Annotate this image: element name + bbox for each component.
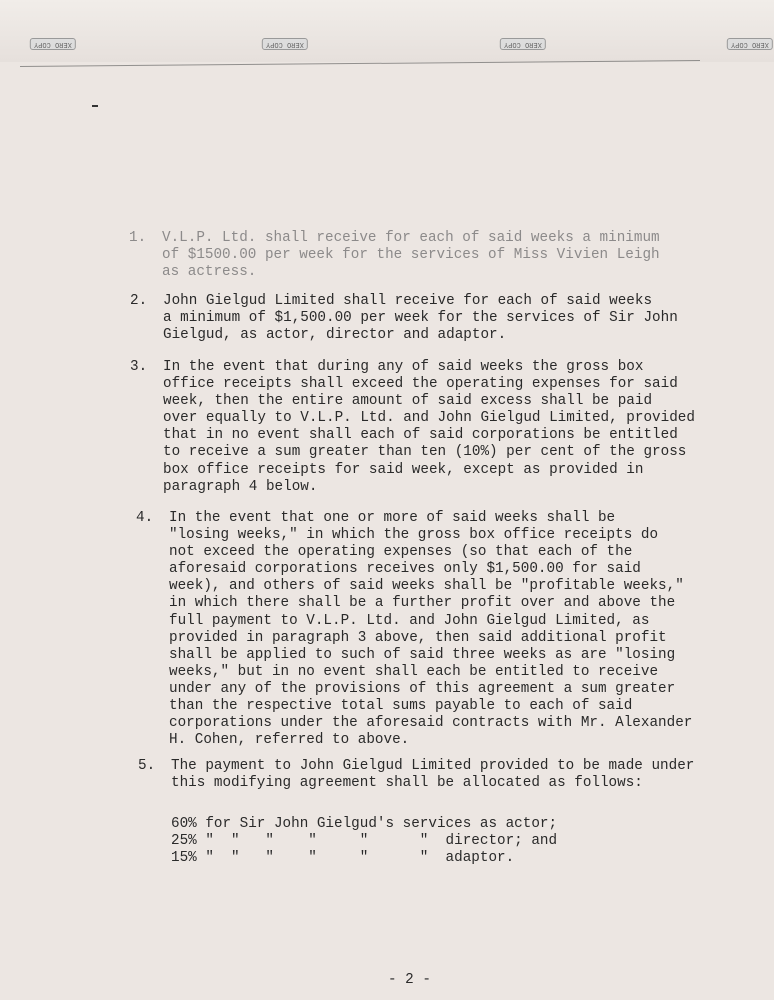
- text-line: John Gielgud Limited shall receive for each of said weeks: [163, 293, 653, 309]
- text-line: to receive a sum greater than ten (10%) per cent of the gross: [163, 444, 687, 461]
- text-line: corporations under the aforesaid contracts with Mr. Alexander: [169, 715, 693, 732]
- paragraph-text: [163, 359, 695, 496]
- paragraph-text: [162, 230, 660, 281]
- paragraph-number: 1.: [129, 230, 147, 246]
- text-line: that in no event shall each of said corporations be entitled: [163, 427, 678, 444]
- text-line: a minimum of $1,500.00 per week for the services of Sir John: [163, 310, 678, 327]
- paragraph-number: 5.: [138, 758, 156, 774]
- text-line: as actress.: [162, 264, 257, 281]
- text-line: not exceed the operating expenses (so that each of the: [169, 544, 633, 561]
- text-line: aforesaid corporations receives only $1,500.00 for said: [169, 561, 641, 578]
- text-line: Gielgud, as actor, director and adaptor.: [163, 327, 507, 344]
- text-line: weeks," but in no event shall each be entitled to receive: [169, 663, 659, 680]
- xero-stamp: XERO COPY: [30, 38, 76, 50]
- text-line: "losing weeks," in which the gross box office receipts do: [169, 527, 659, 544]
- text-line: The payment to John Gielgud Limited provided to be made under: [171, 758, 695, 774]
- text-line: this modifying agreement shall be allocated as follows:: [171, 775, 643, 792]
- text-line: week, then the entire amount of said excess shall be paid: [163, 393, 653, 410]
- text-line: office receipts shall exceed the operating expenses for said: [163, 376, 678, 393]
- text-line: 60% for Sir John Gielgud's services as actor;: [171, 816, 558, 833]
- xero-stamp: XERO COPY: [262, 38, 308, 50]
- text-line: than the respective total sums payable to each of said: [169, 698, 633, 715]
- paragraph-text: [171, 758, 694, 867]
- text-line: week), and others of said weeks shall be "profitable weeks,": [169, 578, 684, 595]
- text-line: V.L.P. Ltd. shall receive for each of said weeks a minimum: [162, 230, 660, 246]
- paragraph-number: 2.: [130, 293, 148, 309]
- text-line: of $1500.00 per week for the services of Miss Vivien Leigh: [162, 247, 660, 264]
- scan-header-band: [0, 0, 774, 62]
- text-line: under any of the provisions of this agreement a sum greater: [169, 680, 676, 697]
- xero-stamp: XERO COPY: [500, 38, 546, 50]
- text-line: H. Cohen, referred to above.: [169, 732, 410, 749]
- stray-mark: [92, 105, 98, 107]
- text-line: provided in paragraph 3 above, then said additional profit: [169, 629, 667, 646]
- text-line: over equally to V.L.P. Ltd. and John Gielgud Limited, provided: [163, 410, 695, 427]
- text-line: In the event that one or more of said weeks shall be: [169, 510, 616, 526]
- text-line: full payment to V.L.P. Ltd. and John Gielgud Limited, as: [169, 612, 650, 629]
- text-line: [171, 792, 694, 816]
- paragraph-number: 4.: [136, 510, 154, 526]
- page-number: - 2 -: [388, 972, 431, 988]
- text-line: in which there shall be a further profit over and above the: [169, 595, 676, 612]
- text-line: In the event that during any of said weeks the gross box: [163, 359, 644, 375]
- text-line: box office receipts for said week, except as provided in: [163, 461, 644, 478]
- text-line: shall be applied to such of said three weeks as are "losing: [169, 646, 676, 663]
- paragraph-number: 3.: [130, 359, 148, 375]
- xero-stamp: XERO COPY: [727, 38, 773, 50]
- text-line: 15% " " " " " " adaptor.: [171, 850, 515, 867]
- text-line: 25% " " " " " " director; and: [171, 833, 558, 850]
- paragraph-text: [169, 510, 692, 749]
- text-line: paragraph 4 below.: [163, 478, 318, 495]
- paragraph-text: [163, 293, 678, 344]
